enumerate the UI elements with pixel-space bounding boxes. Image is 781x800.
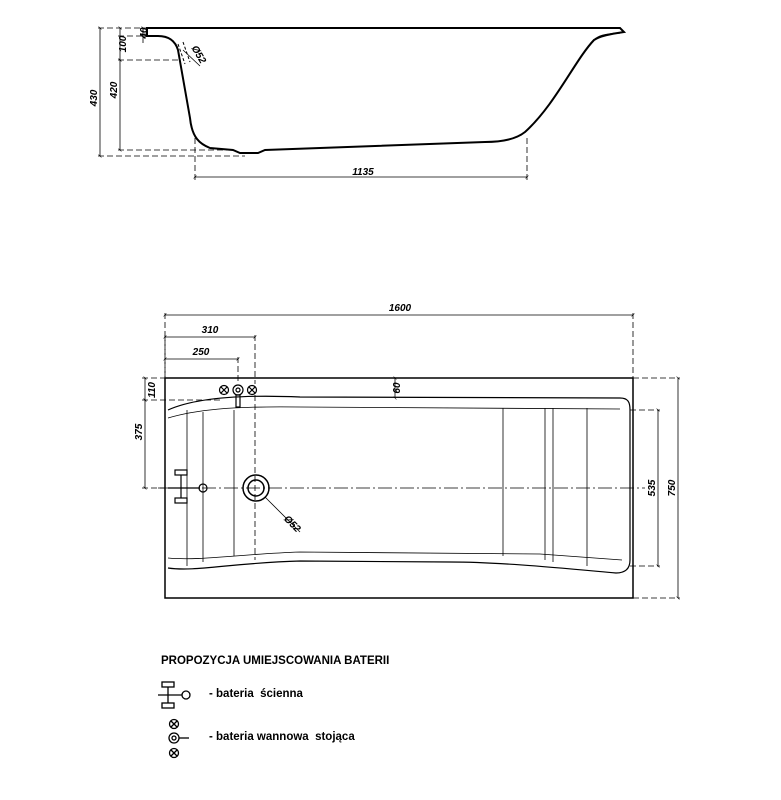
dim-side-offset: 375 [134, 423, 145, 441]
dim-top-offset: 110 [147, 382, 158, 398]
dim-inner-width: 535 [647, 479, 658, 497]
top-view-basin [168, 396, 630, 573]
dim-length: 1600 [388, 303, 412, 314]
side-view [89, 27, 624, 180]
legend-title: PROPOZYCJA UMIEJSCOWANIA BATERII [161, 655, 390, 667]
dim-inner-height: 420 [109, 81, 120, 99]
dim-rim: 60 [392, 382, 403, 394]
dim-rim-height: 100 [118, 35, 129, 53]
legend-item-wall-faucet: - bateria ścienna [209, 688, 303, 700]
deck-mounted-faucet-icon [166, 718, 190, 760]
dim-width: 750 [667, 479, 678, 497]
dim-drain-diameter: Ø52 [281, 513, 303, 535]
dim-offset-a: 310 [201, 325, 219, 336]
top-view [134, 303, 680, 598]
dim-offset-b: 250 [192, 347, 210, 358]
side-view-tub-outline [147, 28, 624, 153]
dim-total-height: 430 [89, 89, 100, 107]
dim-rim-thickness: 40 [139, 27, 150, 39]
dim-overflow-diameter: Ø52 [188, 43, 208, 66]
wall-faucet-marker-icon [168, 470, 207, 503]
legend-item-deck-faucet: - bateria wannowa stojąca [209, 731, 355, 743]
wall-mounted-faucet-icon [157, 680, 193, 710]
dim-bottom-length: 1135 [352, 167, 374, 178]
